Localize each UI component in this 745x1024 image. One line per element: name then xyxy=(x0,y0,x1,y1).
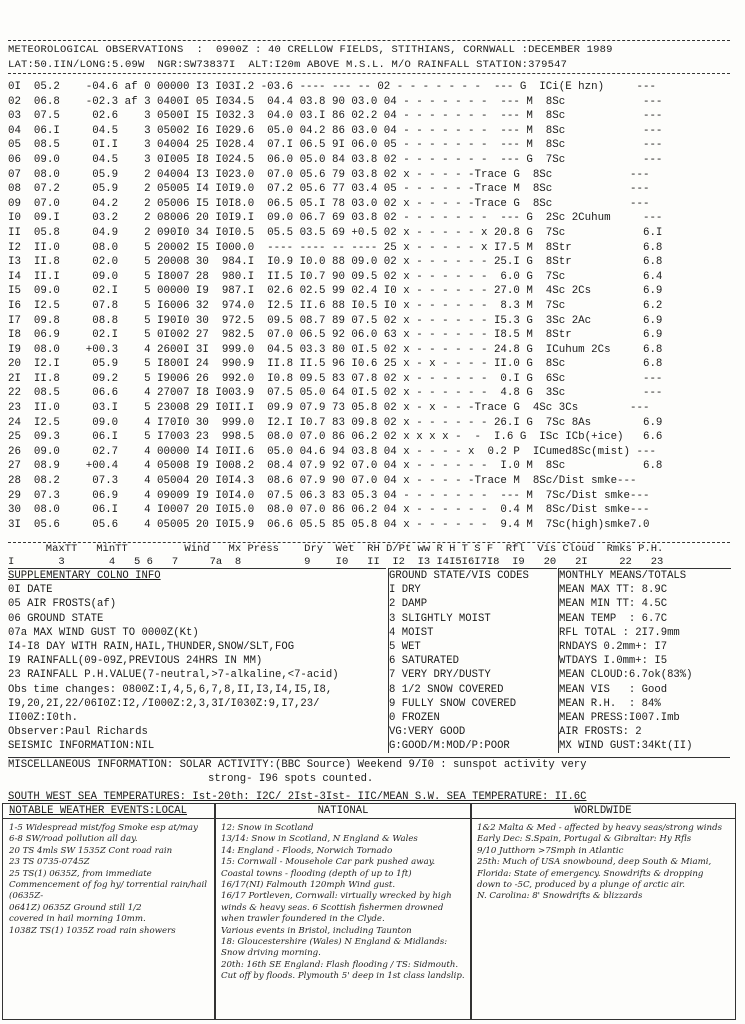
monthly-means-panel xyxy=(558,568,731,753)
table-row: 29 07.3 06.9 4 09009 I9 I0I4.0 07.5 06.3 83 05.3 04 - - - - - - - --- M 7Sc/Dist smke--- xyxy=(8,489,650,502)
column-numbers: I 3 4 5 6 7 7a 8 9 I0 II I2 I3 I4I5I6I7I8 I9 20 2I 22 23 xyxy=(8,556,664,568)
worldwide-events-notes xyxy=(471,819,735,907)
local-events-notes xyxy=(3,819,215,941)
table-row: I9 08.0 +00.3 4 2600I 3I 999.0 04.5 03.3 80 0I.5 02 x - - - - - - 24.8 G ICuhum 2Cs 6.8 xyxy=(8,343,663,356)
list-item: 0641Z) 0635Z Ground still 1/2 xyxy=(9,902,142,913)
list-item: 20 TS 4mls SW 1535Z Cont road rain xyxy=(9,845,173,856)
sea-temperature-line xyxy=(8,790,730,804)
list-item: 16/17 Portleven, Cornwall: virtually wrecked by high winds & heavy seas. 6 Scottish fishermen drowned when trawler foundered in the Clyde. xyxy=(221,891,452,925)
table-row: 20 I2.I 05.9 5 I800I 24 990.9 II.8 II.5 96 I0.6 25 x - x - - - - II.0 G 8Sc 6.8 xyxy=(8,358,663,371)
list-item: 2 DAMP xyxy=(389,598,428,611)
list-item: I4-I8 DAY WITH RAIN,HAIL,THUNDER,SNOW/SLT,FOG xyxy=(8,640,295,653)
table-row: 28 08.2 07.3 4 05004 20 I0I4.3 08.6 07.9 90 07.0 04 x - - - - -Trace M 8Sc/Dist smke--- xyxy=(8,475,637,488)
list-item: RNDAYS 0.2mm+: I7 xyxy=(559,640,668,653)
list-item: II00Z:I0th. xyxy=(8,711,78,724)
list-item: MEAN TEMP : 6.7C xyxy=(559,612,668,625)
table-row: I4 II.I 09.0 5 I8007 28 980.I II.5 I0.7 90 09.5 02 x - - - - - - 6.0 G 7Sc 6.4 xyxy=(8,270,663,283)
table-row: I0 09.I 03.2 2 08006 20 I0I9.I 09.0 06.7 69 03.8 02 - - - - - - - --- G 2Sc 2Cuhum --- xyxy=(8,212,663,225)
list-item: 0 FROZEN xyxy=(389,711,440,724)
sea-temperature-text: SOUTH WEST SEA TEMPERATURES: Ist-20th: I2C/ 2Ist-3Ist- IIC/MEAN S.W. SEA TEMPERATURE: II.6C xyxy=(8,791,587,803)
column-header xyxy=(8,542,730,569)
list-item: Obs time changes: 0800Z:I,4,5,6,7,8,II,I3,I4,I5,I8, xyxy=(8,683,333,696)
list-item: 18: Gloucestershire (Wales) N England & Midlands: Snow driving morning. xyxy=(221,937,448,959)
list-item: 4 MOIST xyxy=(389,626,434,639)
list-item: MEAN CLOUD:6.7ok(83%) xyxy=(559,669,693,682)
list-item: covered in hail morning 10mm. xyxy=(9,914,146,925)
list-item: 0I DATE xyxy=(8,584,53,597)
list-item: 6 SATURATED xyxy=(389,655,459,668)
table-row: 06 09.0 04.5 3 0I005 I8 I024.5 06.0 05.0 84 03.8 02 - - - - - - - --- G 7Sc --- xyxy=(8,153,663,166)
worldwide-events-title: WORLDWIDE xyxy=(471,804,735,819)
supplementary-title: SUPPLEMENTARY COLNO INFO xyxy=(8,570,161,582)
table-row: I7 09.8 08.8 5 I90I0 30 972.5 09.5 08.7 89 07.5 02 x - - - - - - I5.3 G 3Sc 2Ac 6.9 xyxy=(8,314,663,327)
list-item: 5 WET xyxy=(389,640,421,653)
list-item: 23 TS 0735-0745Z xyxy=(9,857,90,868)
report-header xyxy=(8,40,730,76)
list-item: 25 TS(1) 0635Z, from immediate Commencement of fog hy/ torrential rain/hail (0635Z- xyxy=(9,868,208,902)
list-item: 05 AIR FROSTS(af) xyxy=(8,598,117,611)
table-row: I8 06.9 02.I 5 0I002 27 982.5 07.0 06.5 92 06.0 63 x - - - - - - I8.5 M 8Str 6.9 xyxy=(8,329,663,342)
table-row: 0I 05.2 -04.6 af 0 00000 I3 I03I.2 -03.6 ---- --- -- 02 - - - - - - - --- G ICi(E hzn) --- xyxy=(8,81,656,93)
list-item: MEAN VIS : Good xyxy=(559,683,668,696)
daily-observations-table xyxy=(8,80,733,532)
table-row: I5 09.0 02.I 5 00000 I9 987.I 02.6 02.5 99 02.4 I0 x - - - - - - 27.0 M 4Sc 2Cs 6.9 xyxy=(8,285,663,298)
table-row: 08 07.2 05.9 2 05005 I4 I0I9.0 07.2 05.6 77 03.4 05 - - - - - -Trace M 8Sc --- xyxy=(8,183,650,196)
list-item: 13/14: Snow in Scotland, N England & Wales xyxy=(221,834,418,845)
list-item: Observer:Paul Richards xyxy=(8,726,148,739)
table-row: I2 II.0 08.0 5 20002 I5 I000.0 ---- ---- -- ---- 25 x - - - - - x I7.5 M 8Str 6.8 xyxy=(8,241,663,254)
local-events-title: NOTABLE WEATHER EVENTS:LOCAL xyxy=(3,804,215,819)
table-row: 22 08.5 06.6 4 27007 I8 I003.9 07.5 05.0 64 0I.5 02 x - - - - - - 4.8 G 3Sc --- xyxy=(8,387,663,400)
list-item: G:GOOD/M:MOD/P:POOR xyxy=(389,740,510,753)
list-item: 9 FULLY SNOW COVERED xyxy=(389,697,517,710)
table-row: 04 06.I 04.5 3 05002 I6 I029.6 05.0 04.2 86 03.0 04 - - - - - - - --- M 8Sc --- xyxy=(8,124,663,137)
table-row: I6 I2.5 07.8 5 I6006 32 974.0 I2.5 II.6 88 I0.5 I0 x - - - - - - 8.3 M 7Sc 6.2 xyxy=(8,299,663,312)
report-title-line: METEOROLOGICAL OBSERVATIONS : 0900Z : 40 CRELLOW FIELDS, STITHIANS, CORNWALL :DECEMBER 1989 xyxy=(8,44,613,56)
list-item: RFL TOTAL : 2I7.9mm xyxy=(559,626,680,639)
list-item: 6-8 SW/road pollution all day. xyxy=(9,834,138,845)
list-item: I DRY xyxy=(389,584,421,597)
table-row: 2I II.8 09.2 5 I9006 26 992.0 I0.8 09.5 83 07.8 02 x - - - - - - 0.I G 6Sc --- xyxy=(8,372,663,385)
table-row: 24 I2.5 09.0 4 I70I0 30 999.0 I2.I I0.7 83 09.8 02 x - - - - - - 26.I G 7Sc 8As 6.9 xyxy=(8,416,663,429)
table-row: 25 09.3 06.I 5 I7003 23 998.5 08.0 07.0 86 06.2 02 x x x x - - I.6 G ISc ICb(+ice) 6.6 xyxy=(8,431,663,444)
list-item: MEAN MIN TT: 4.5C xyxy=(559,598,668,611)
list-item: 9/10 Jutthorn >7Smph in Atlantic xyxy=(477,845,624,856)
local-events-box xyxy=(2,803,216,1020)
table-row: 09 07.0 04.2 2 05006 I5 I0I8.0 06.5 05.I 78 03.0 02 x - - - - -Trace G 8Sc --- xyxy=(8,197,650,210)
list-item: 23 RAINFALL P.H.VALUE(7-neutral,>7-alkaline,<7-acid) xyxy=(8,669,339,682)
list-item: WTDAYS I.0mm+: I5 xyxy=(559,655,668,668)
list-item: MEAN MAX TT: 8.9C xyxy=(559,584,668,597)
list-item: 7 VERY DRY/DUSTY xyxy=(389,669,491,682)
table-row: I3 II.8 02.0 5 20008 30 984.I I0.9 I0.0 88 09.0 02 x - - - - - - 25.I G 8Str 6.8 xyxy=(8,256,663,269)
list-item: VG:VERY GOOD xyxy=(389,726,466,739)
list-item: 12: Snow in Scotland xyxy=(221,823,314,833)
table-row: 07 08.0 05.9 2 04004 I3 I023.0 07.0 05.6 79 03.8 02 x - - - - -Trace G 8Sc --- xyxy=(8,168,650,181)
station-location-line: LAT:50.IIN/LONG:5.09W NGR:SW73837I ALT:I20m ABOVE M.S.L. M/O RAINFALL STATION:379547 xyxy=(8,59,568,71)
table-row: 26 09.0 02.7 4 00000 I4 I0II.6 05.0 04.6 94 03.8 04 x - - - - x 0.2 P ICumed8Sc(mist) --- xyxy=(8,445,656,458)
list-item: 1038Z TS(1) 1035Z road rain showers xyxy=(9,925,176,936)
list-item: 25th: Much of USA snowbound, deep South & Miami, Florida: State of emergency. Snowdrifts & dropping down to -5C, produced by a plunge of arctic air. xyxy=(477,857,712,891)
ground-state-codes-panel xyxy=(388,568,557,753)
supplementary-info-panel xyxy=(8,568,386,753)
list-item: Various events in Bristol, including Taunton xyxy=(221,925,412,936)
table-row: 27 08.9 +00.4 4 05008 I9 I008.2 08.4 07.9 92 07.0 04 x - - - - - - I.0 M 8Sc 6.8 xyxy=(8,460,663,473)
list-item: 07a MAX WIND GUST TO 0000Z(Kt) xyxy=(8,626,199,639)
list-item: 06 GROUND STATE xyxy=(8,612,104,625)
ground-codes-title: GROUND STATE/VIS CODES xyxy=(389,570,529,582)
list-item: 8 1/2 SNOW COVERED xyxy=(389,683,504,696)
list-item: MEAN PRESS:I007.Imb xyxy=(559,711,680,724)
table-row: II 05.8 04.9 2 090I0 34 I0I0.5 05.5 03.5 69 +0.5 02 x - - - - - x 20.8 G 7Sc 6.I xyxy=(8,226,663,239)
list-item: N. Carolina: 8' Snowdrifts & blizzards xyxy=(477,891,643,902)
list-item: Early Dec: S.Spain, Portugal & Gibraltar: Hy Rfls xyxy=(477,834,692,845)
list-item: 15: Cornwall - Mousehole Car park pushed away. Coastal towns - flooding (depth of up to 1ft) xyxy=(221,857,436,879)
national-events-box xyxy=(214,803,472,1020)
misc-line: MISCELLANEOUS INFORMATION: SOLAR ACTIVITY:(BBC Source) Weekend 9/I0 : sunspot activity very xyxy=(8,759,587,771)
table-row: 30 08.0 06.I 4 I0007 20 I0I5.0 08.0 07.0 86 06.2 04 x - - - - - - 0.4 M 8Sc/Dist smke--- xyxy=(8,504,650,517)
table-row: 23 II.0 03.I 5 23008 29 I0II.I 09.9 07.9 73 05.8 02 x - x - - -Trace G 4Sc 3Cs --- xyxy=(8,402,650,415)
list-item: 1-5 Widespread mist/fog Smoke esp at/may xyxy=(9,823,198,833)
list-item: I9 RAINFALL(09-09Z,PREVIOUS 24HRS IN MM) xyxy=(8,655,263,668)
table-row: 02 06.8 -02.3 af 3 0400I 05 I034.5 04.4 03.8 90 03.0 04 - - - - - - - --- M 8Sc --- xyxy=(8,95,663,108)
list-item: I9,20,2I,22/06I0Z:I2,/I000Z:2,3,3I/I030Z:9,I7,23/ xyxy=(8,697,320,710)
worldwide-events-box xyxy=(470,803,736,1020)
national-events-title: NATIONAL xyxy=(215,804,471,819)
list-item: 14: England - Floods, Norwich Tornado xyxy=(221,845,393,856)
monthly-title: MONTHLY MEANS/TOTALS xyxy=(559,570,687,582)
list-item: MEAN R.H. : 84% xyxy=(559,697,661,710)
table-row: 03 07.5 02.6 3 0500I I5 I032.3 04.0 03.I 86 02.2 04 - - - - - - - --- M 8Sc --- xyxy=(8,110,663,123)
table-row: 3I 05.6 05.6 4 05005 20 I0I5.9 06.6 05.5 85 05.8 04 x - - - - - - 9.4 M 7Sc(high)smke7.0 xyxy=(8,518,650,531)
national-events-notes xyxy=(215,819,471,987)
list-item: 1&2 Malta & Med - affected by heavy seas/strong winds xyxy=(477,823,722,833)
list-item: 20th: 16th SE England: Flash flooding / TS: Sidmouth. Cut off by floods. Plymouth 5' deep in 1st class landslip. xyxy=(221,959,465,982)
table-row: 05 08.5 0I.I 3 04004 25 I028.4 07.I 06.5 9I 06.0 05 - - - - - - - --- M 8Sc --- xyxy=(8,139,663,152)
miscellaneous-info xyxy=(8,757,730,786)
list-item: 16/17(NI) Falmouth 120mph Wind gust. xyxy=(221,880,396,891)
list-item: AIR FROSTS: 2 xyxy=(559,726,642,739)
column-labels: MaxTT MinTT Wind Mx Press Dry Wet RH D/Pt ww R H T S F Rfl Vis Cloud Rmks P.H. xyxy=(8,543,664,555)
list-item: SEISMIC INFORMATION:NIL xyxy=(8,740,155,753)
list-item: 3 SLIGHTLY MOIST xyxy=(389,612,491,625)
list-item: MX WIND GUST:34Kt(II) xyxy=(559,740,693,753)
misc-line: strong- I96 spots counted. xyxy=(208,773,374,785)
